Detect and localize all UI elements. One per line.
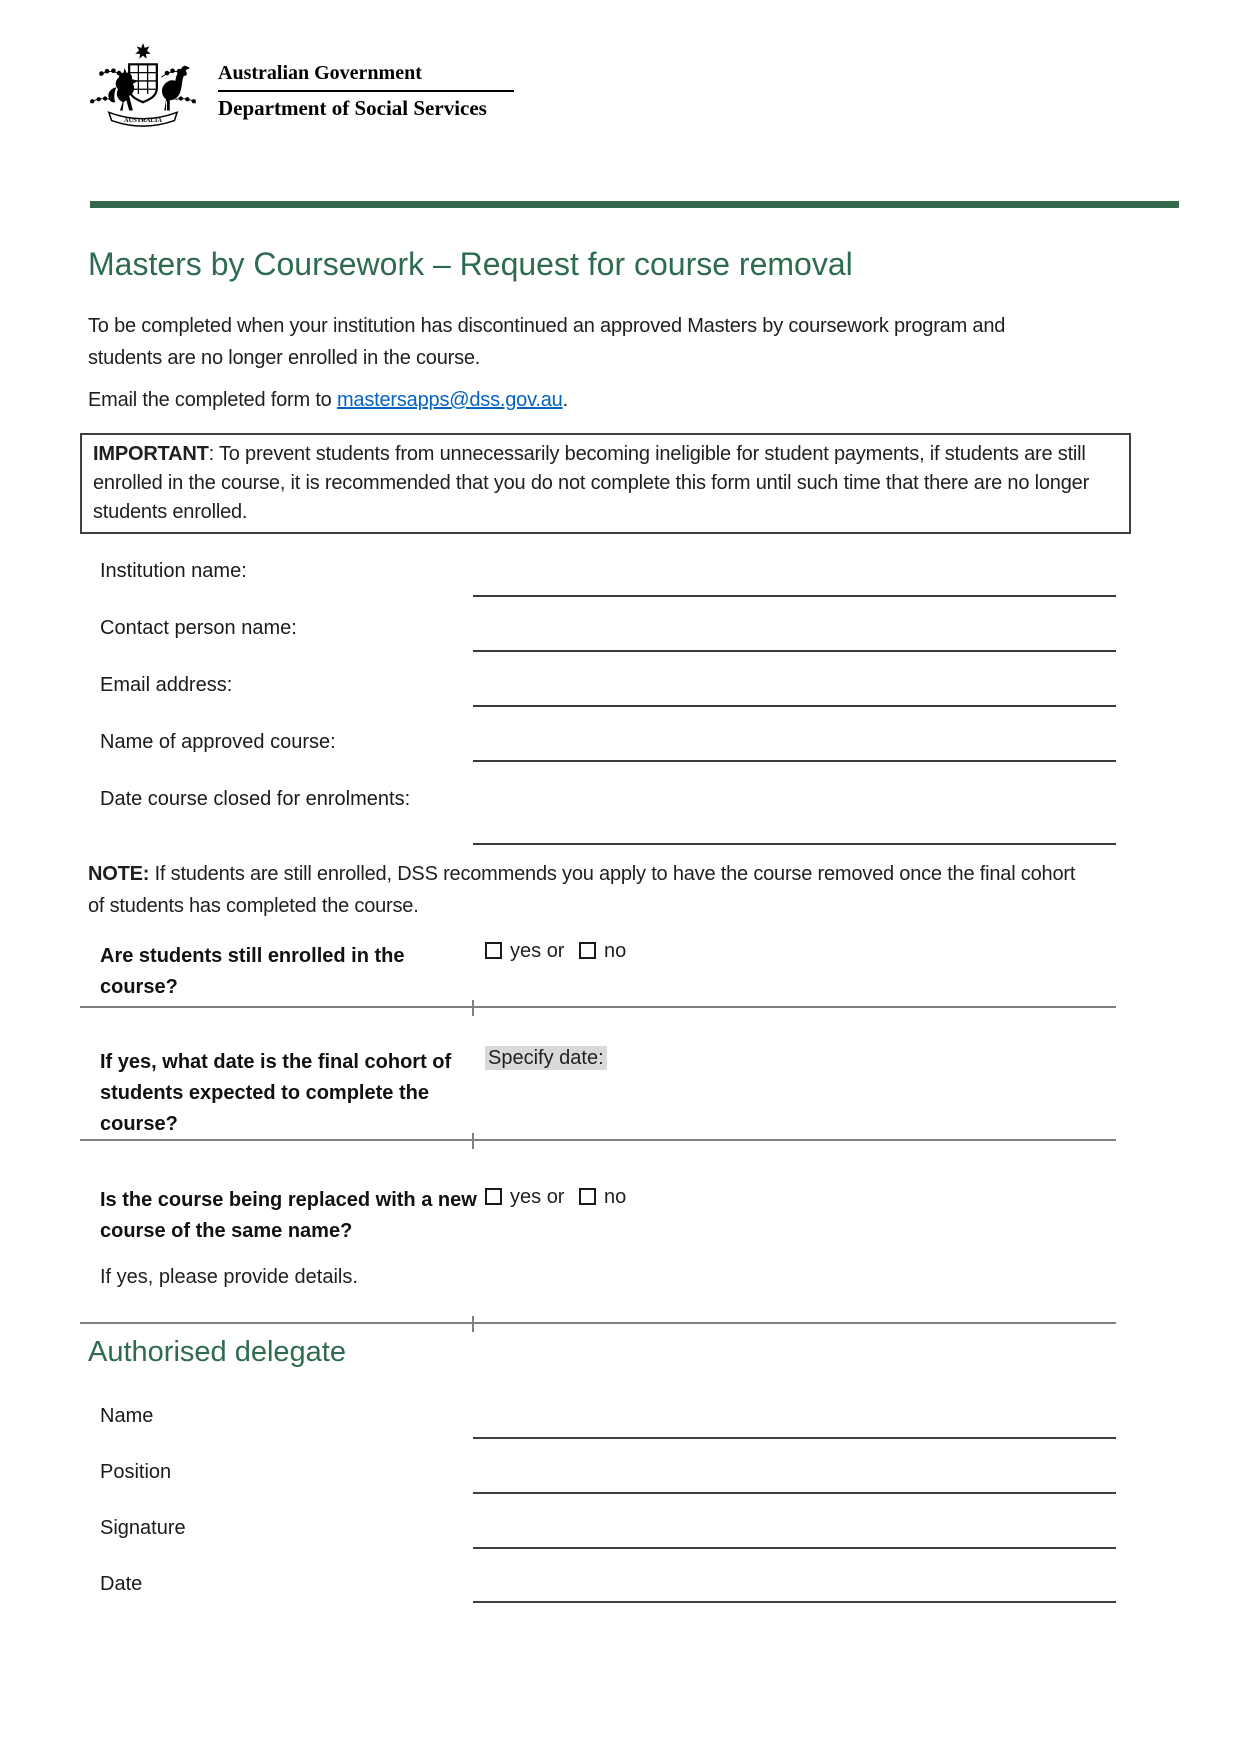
note-label: NOTE: [88,863,150,885]
agency-department: Department of Social Services [218,96,487,120]
field-input-email-address[interactable] [473,705,1116,707]
delegate-input-date[interactable] [473,1601,1116,1603]
delegate-label-date: Date [100,1573,143,1595]
field-input-contact-person-name[interactable] [473,650,1116,652]
delegate-label-name: Name [100,1405,154,1427]
question-row-final-cohort-date [80,1008,1116,1141]
option-no-label: no [604,940,627,962]
specify-date-field[interactable]: Specify date: [485,1046,607,1070]
yes-no-answer [485,1186,626,1209]
table-column-divider [472,1000,474,1016]
field-input-approved-course-name[interactable] [473,760,1116,762]
delegate-label-signature: Signature [100,1517,186,1539]
field-label-date-course-closed: Date course closed for enrolments: [100,788,411,810]
table-column-divider [472,1316,474,1332]
field-label-institution-name: Institution name: [100,560,247,582]
field-input-institution-name[interactable] [473,595,1116,597]
email-prefix: Email the completed form to [88,389,337,411]
accent-bar [90,201,1179,208]
field-label-contact-person-name: Contact person name: [100,617,297,639]
checkbox-yes[interactable] [485,1188,502,1205]
important-label: IMPORTANT [93,443,209,465]
question-row-course-replaced [80,1141,1116,1324]
important-notice-box [80,433,1131,534]
section-heading-authorised-delegate: Authorised delegate [88,1336,346,1368]
option-yes-label: yes [510,1186,542,1208]
followup-instruction: If yes, please provide details. [100,1266,358,1288]
agency-name: Australian Government [218,62,422,84]
delegate-input-signature[interactable] [473,1547,1116,1549]
email-instruction [88,384,1038,416]
page-title: Masters by Coursework – Request for course removal [88,246,853,282]
crest-motto: AUSTRALIA [123,117,163,125]
note-text: If students are still enrolled, DSS recommends you apply to have the course removed once the final cohort of students has completed the course. [88,863,1076,917]
checkbox-yes[interactable] [485,942,502,959]
australian-coat-of-arms-icon [83,40,203,132]
important-text: : To prevent students from unnecessarily becoming ineligible for student payments, if students are still enrolled in the course, it is recommended that you do not complete this form until such time that there are no longer students enrolled. [93,443,1090,523]
conjunction: or [546,1186,565,1208]
field-label-approved-course-name: Name of approved course: [100,731,336,753]
intro-paragraph: To be completed when your institution has discontinued an approved Masters by coursework program and students are no longer enrolled in the course. [88,315,1006,369]
commonwealth-star-icon [135,43,151,59]
option-no-label: no [604,1186,627,1208]
field-input-date-course-closed[interactable] [473,843,1116,845]
question-text: Are students still enrolled in the course? [100,945,405,998]
checkbox-no[interactable] [579,942,596,959]
delegate-input-position[interactable] [473,1492,1116,1494]
checkbox-no[interactable] [579,1188,596,1205]
email-suffix: . [562,389,568,411]
question-row-students-enrolled [80,928,1116,1008]
email-link[interactable]: mastersapps@dss.gov.au [336,389,563,411]
table-column-divider [472,1133,474,1149]
conjunction: or [546,940,565,962]
agency-divider [218,90,514,92]
delegate-input-name[interactable] [473,1437,1116,1439]
yes-no-answer [485,940,626,963]
question-text: Is the course being replaced with a new course of the same name? [100,1189,477,1242]
note-paragraph [88,858,1093,922]
question-text: If yes, what date is the final cohort of students expected to complete the course? [100,1051,452,1135]
date-answer [485,1047,607,1070]
delegate-label-position: Position [100,1461,172,1483]
option-yes-label: yes [510,940,542,962]
field-label-email-address: Email address: [100,674,233,696]
